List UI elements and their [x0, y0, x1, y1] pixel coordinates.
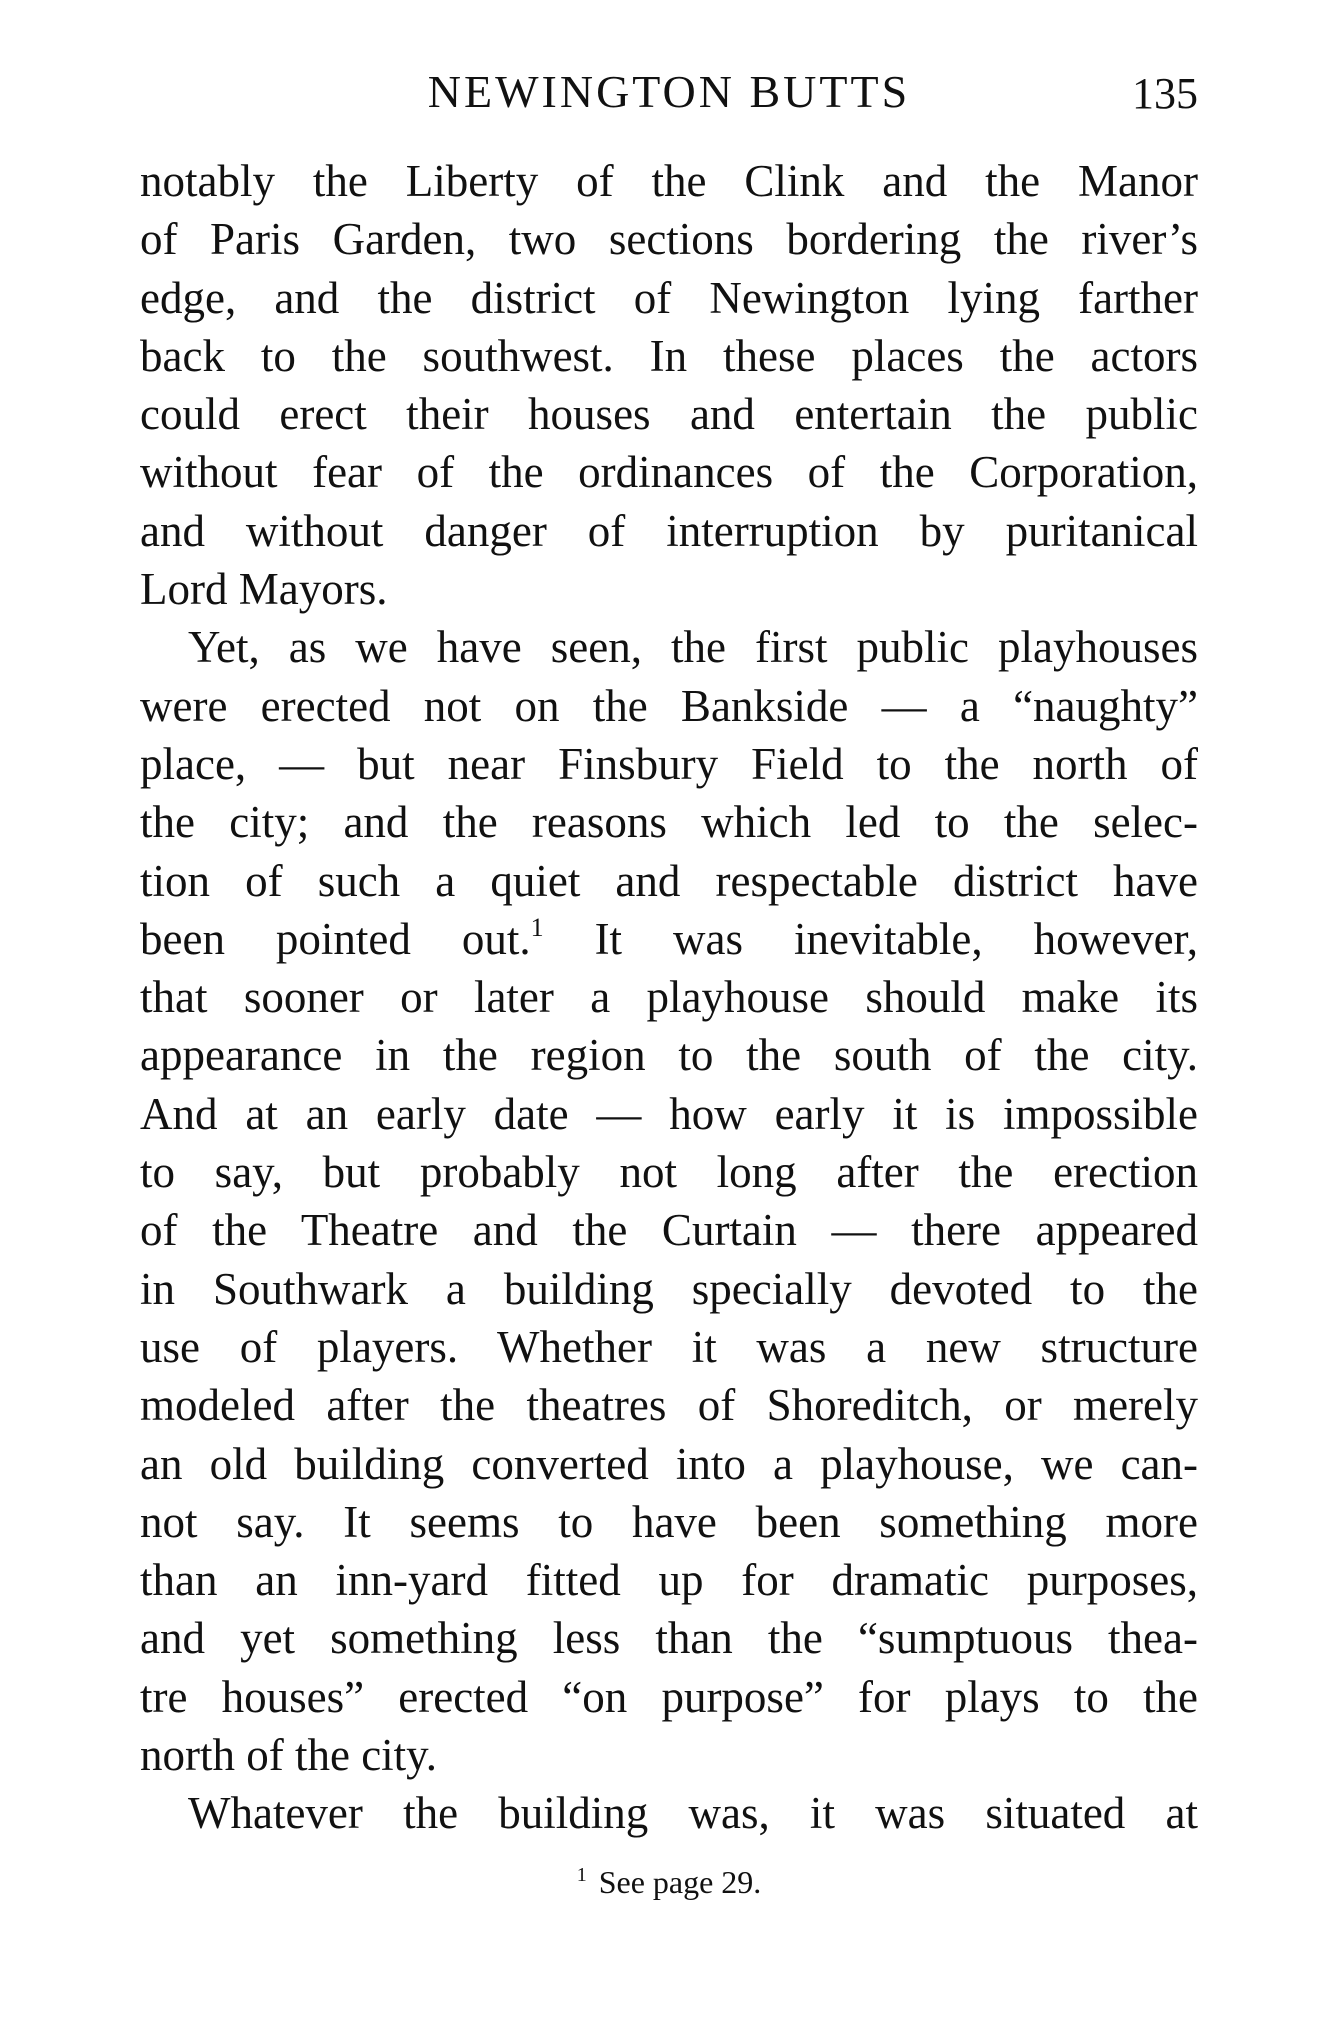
line-text: of the Theatre and the Curtain — there appeared [140, 1205, 1198, 1256]
text-line [140, 502, 1198, 560]
text-line [140, 852, 1198, 910]
line-text: use of players. Whether it was a new structure [140, 1321, 1198, 1372]
text-line [140, 618, 1198, 676]
line-text: of Paris Garden, two sections bordering the river’s [140, 214, 1198, 265]
footnote [140, 1860, 1198, 1904]
line-text: notably the Liberty of the Clink and the Manor [140, 156, 1198, 206]
text-line [140, 1143, 1198, 1201]
footnote-marker: 1 [576, 1864, 587, 1886]
text-line [140, 910, 1198, 968]
text-line [140, 1318, 1198, 1376]
line-text: Lord Mayors. [140, 564, 388, 615]
text-line [140, 1609, 1198, 1667]
line-text: not say. It seems to have been something more [140, 1496, 1198, 1547]
text-line [140, 1376, 1198, 1434]
line-text: could erect their houses and entertain the public [140, 389, 1198, 440]
text-line [140, 210, 1198, 268]
footnote-reference: 1 [530, 912, 544, 942]
line-text: north of the city. [140, 1730, 438, 1781]
text-line [140, 443, 1198, 501]
line-text: and yet something less than the “sumptuous thea- [140, 1613, 1198, 1664]
text-line [140, 793, 1198, 851]
line-text: without fear of the ordinances of the Corporation, [140, 447, 1198, 498]
footnote-text: See page 29. [598, 1864, 762, 1900]
text-line [140, 968, 1198, 1026]
text-line [140, 1726, 1198, 1784]
text-line [140, 152, 1198, 210]
line-text: the city; and the reasons which led to the selec- [140, 797, 1198, 848]
text-line [140, 677, 1198, 735]
line-text: in Southwark a building specially devoted to the [140, 1263, 1198, 1314]
text-line [140, 1784, 1198, 1842]
line-text: been pointed out. [140, 913, 531, 964]
line-text: modeled after the theatres of Shoreditch, or merely [140, 1380, 1198, 1431]
line-text: Yet, as we have seen, the first public playhouses [188, 622, 1198, 673]
line-text: back to the southwest. In these places the actors [140, 330, 1198, 381]
text-line [140, 735, 1198, 793]
line-text: Whatever the building was, it was situated at [188, 1788, 1198, 1839]
text-line [140, 1201, 1198, 1259]
text-line [140, 1085, 1198, 1143]
line-text: were erected not on the Bankside — a “naughty” [140, 680, 1198, 731]
page-number: 135 [1132, 69, 1198, 118]
text-line [140, 385, 1198, 443]
line-text: to say, but probably not long after the erection [140, 1147, 1198, 1198]
line-text: place, — but near Finsbury Field to the north of [140, 738, 1198, 789]
line-text: appearance in the region to the south of the city. [140, 1030, 1198, 1081]
text-line [140, 1493, 1198, 1551]
line-text: tion of such a quiet and respectable district have [140, 855, 1198, 906]
line-text: And at an early date — how early it is impossible [140, 1088, 1198, 1139]
text-line [140, 560, 1198, 618]
text-line [140, 327, 1198, 385]
text-line [140, 1260, 1198, 1318]
text-line [140, 1435, 1198, 1493]
line-text: an old building converted into a playhouse, we can- [140, 1438, 1198, 1489]
page-header [140, 62, 1198, 122]
text-line [140, 1551, 1198, 1609]
text-line [140, 1026, 1198, 1084]
body-text [140, 152, 1198, 1843]
line-text: tre houses” erected “on purpose” for plays to the [140, 1671, 1198, 1722]
line-text: It was inevitable, however, [543, 913, 1198, 964]
line-text: edge, and the district of Newington lying farther [140, 272, 1198, 323]
text-line [140, 1668, 1198, 1726]
text-line [140, 269, 1198, 327]
running-title: NEWINGTON BUTTS [427, 66, 911, 117]
line-text: that sooner or later a playhouse should make its [140, 972, 1198, 1023]
line-text: than an inn-yard fitted up for dramatic purposes, [140, 1555, 1198, 1606]
line-text: and without danger of interruption by puritanical [140, 505, 1198, 556]
